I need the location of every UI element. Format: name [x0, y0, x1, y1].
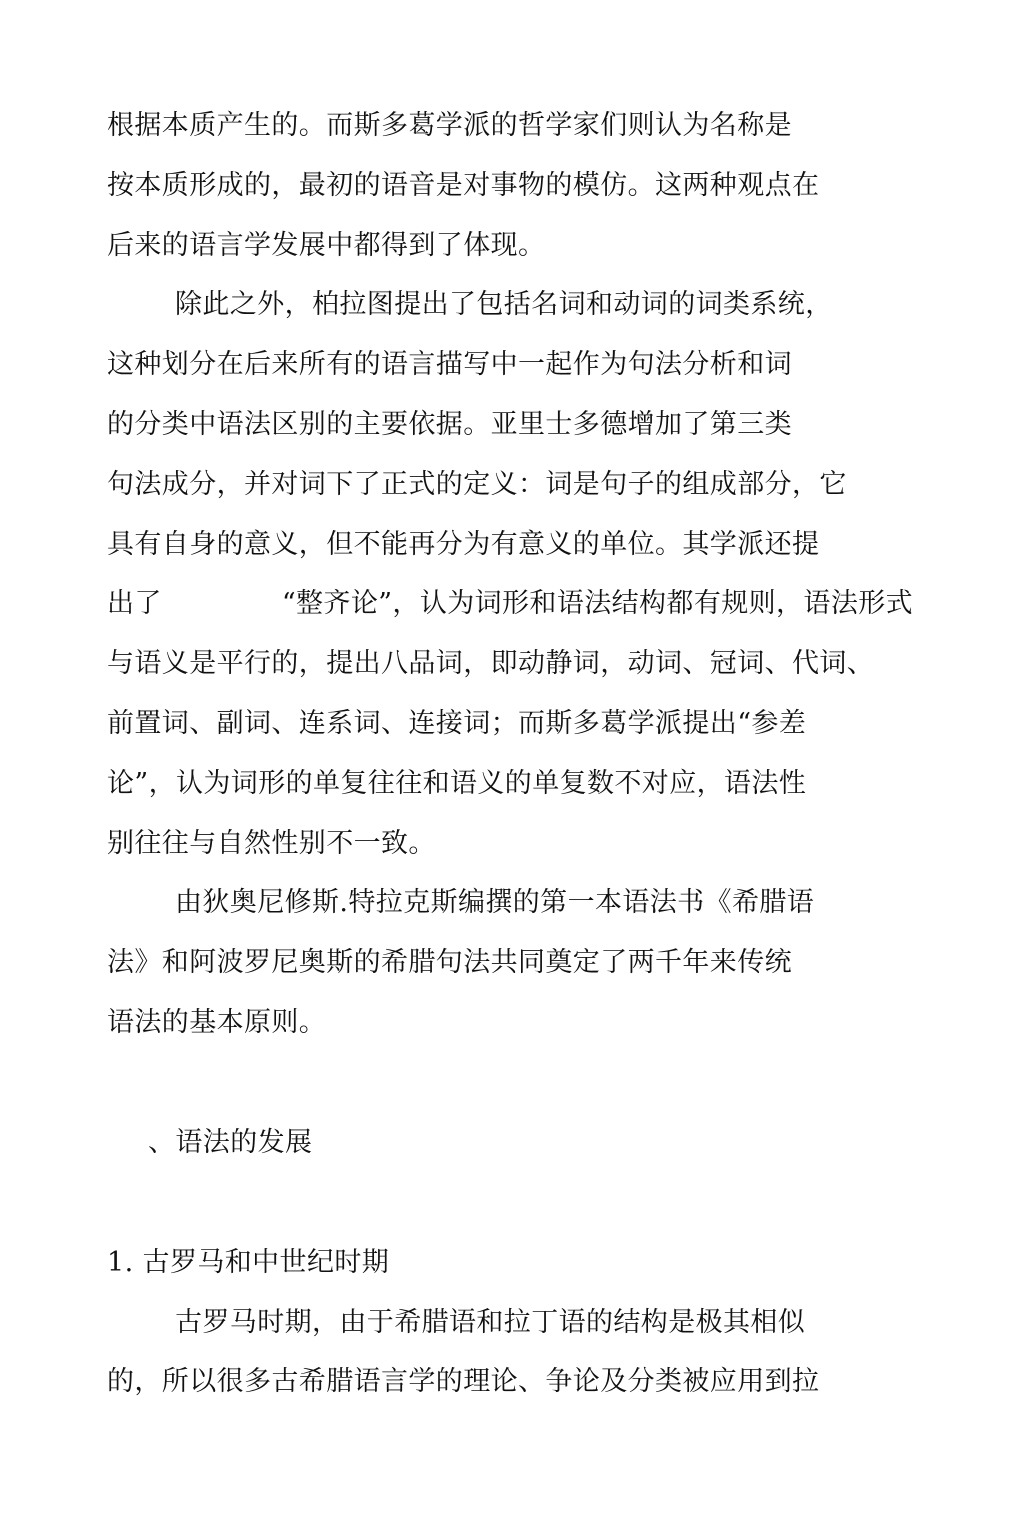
paragraph-3-line-1: 由狄奥尼修斯.特拉克斯编撰的第一本语法书《希腊语	[175, 887, 815, 918]
paragraph-1-line-3: 后来的语言学发展中都得到了体现。	[107, 230, 546, 261]
section-heading: 、语法的发展	[148, 1127, 313, 1158]
paragraph-1-line-2: 按本质形成的，最初的语音是对事物的模仿。这两种观点在	[107, 170, 820, 201]
paragraph-2-line-4: 句法成分，并对词下了正式的定义：词是句子的组成部分，它	[107, 469, 847, 500]
paragraph-2-line-10: 别往往与自然性别不一致。	[107, 828, 436, 859]
subsection-heading: 1. 古罗马和中世纪时期	[107, 1247, 390, 1278]
paragraph-2-line-3: 的分类中语法区别的主要依据。亚里士多德增加了第三类	[107, 409, 792, 440]
paragraph-3-line-3: 语法的基本原则。	[107, 1007, 327, 1038]
paragraph-2-line-8: 前置词、副词、连系词、连接词；而斯多葛学派提出“参差	[107, 708, 807, 739]
paragraph-4-line-2: 的，所以很多古希腊语言学的理论、争论及分类被应用到拉	[107, 1366, 820, 1397]
paragraph-2-line-1: 除此之外，柏拉图提出了包括名词和动词的词类系统，	[175, 289, 833, 320]
paragraph-2-line-6-prefix: 出了	[107, 588, 162, 619]
paragraph-2-line-5: 具有自身的意义，但不能再分为有意义的单位。其学派还提	[107, 529, 820, 560]
paragraph-4-line-1: 古罗马时期，由于希腊语和拉丁语的结构是极其相似	[175, 1307, 806, 1338]
paragraph-2-line-9: 论”，认为词形的单复往往和语义的单复数不对应，语法性	[107, 768, 807, 799]
paragraph-2-line-7: 与语义是平行的，提出八品词，即动静词，动词、冠词、代词、	[107, 648, 875, 679]
paragraph-3-line-2: 法》和阿波罗尼奥斯的希腊句法共同奠定了两千年来传统	[107, 947, 792, 978]
paragraph-1-line-1: 根据本质产生的。而斯多葛学派的哲学家们则认为名称是	[107, 110, 792, 141]
paragraph-2-line-6-text: “整齐论”，认为词形和语法结构都有规则，语法形式	[281, 588, 914, 619]
paragraph-2-line-6	[107, 586, 913, 622]
paragraph-2-line-2: 这种划分在后来所有的语言描写中一起作为句法分析和词	[107, 349, 792, 380]
